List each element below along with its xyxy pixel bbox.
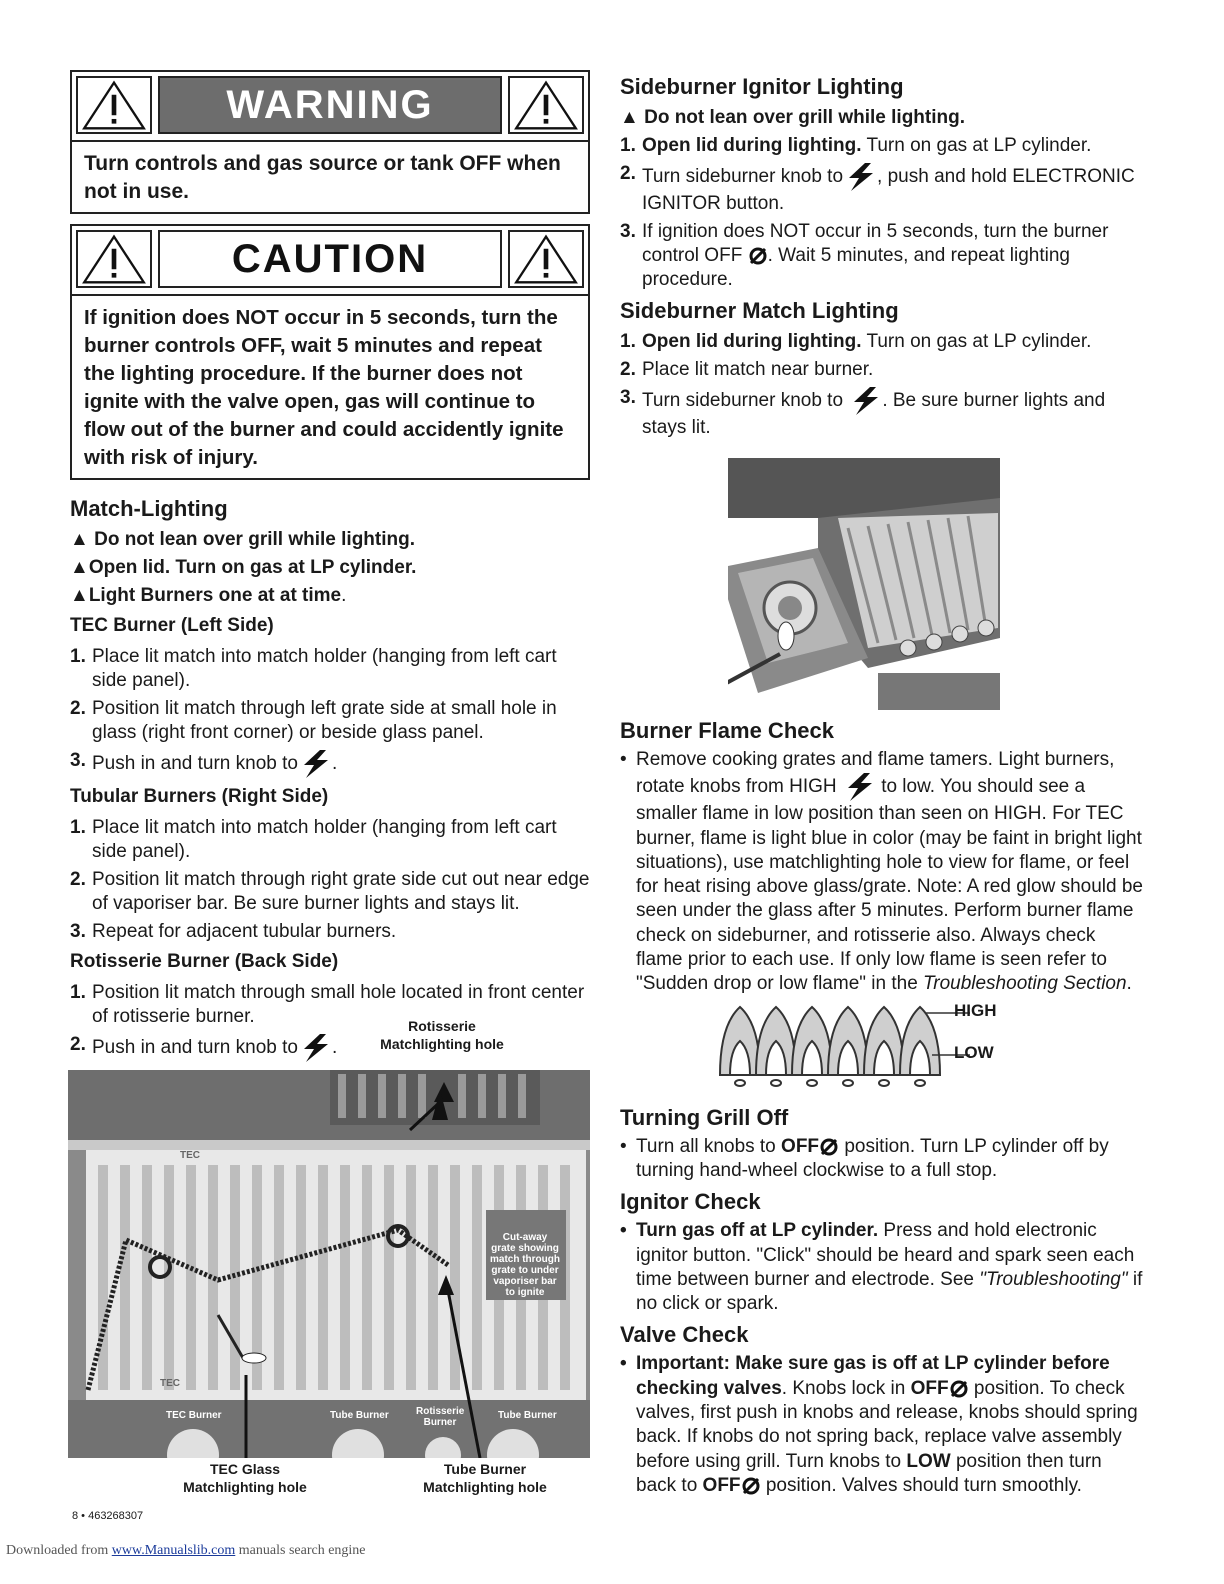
flame-check-title: Burner Flame Check bbox=[620, 718, 834, 743]
caution-text: If ignition does NOT occur in 5 seconds, turn the burner controls OFF, wait 5 minutes and repeat the lighting procedure. If the burner does not ignite with the valve open, gas will continue to flow out of the burner and could accidently ignite with risk of injury. bbox=[84, 306, 564, 469]
match-warning: ▲Light Burners one at at time. bbox=[70, 585, 347, 606]
caution-banner bbox=[72, 226, 588, 296]
off-icon bbox=[819, 1137, 839, 1157]
knob-label: Tube Burner bbox=[498, 1410, 557, 1421]
hazard-triangle-icon bbox=[76, 76, 152, 134]
list-item: 3. If ignition does NOT occur in 5 seconds, turn the burner control OFF . Wait 5 minutes, and repeat lighting procedure. bbox=[620, 221, 1109, 290]
list-item: 2. Position lit match through right grate side cut out near edge of vaporiser bar. Be sure burner lights and stays lit. bbox=[70, 869, 590, 914]
list-item: • Remove cooking grates and flame tamers. Light burners, rotate knobs from HIGH to low. You should see a smaller flame in low position than seen on HIGH. For TEC burner, flame is light blue in color (may be faint in bright light situations), use matchlighting hole to view for flame, or feel for heat rising above glass/grate. Note: A red glow should be seen under the glass after 5 minutes. Perform burner flame check on sideburner, and rotisserie also. Always check flame prior to each use. If only low flame is seen refer to "Sudden drop or low flame" in the Troubleshooting Section. bbox=[620, 749, 1143, 995]
flame-cones-svg bbox=[710, 1005, 970, 1109]
knob-label: Rotisserie Burner bbox=[416, 1406, 465, 1428]
triangle-icon: ▲ bbox=[70, 557, 89, 578]
hazard-triangle-icon bbox=[76, 230, 152, 288]
high-flame-icon bbox=[842, 772, 876, 802]
warning-box bbox=[70, 70, 590, 214]
hazard-triangle-icon bbox=[508, 230, 584, 288]
turning-off-title: Turning Grill Off bbox=[620, 1104, 789, 1130]
list-item: 2. Turn sideburner knob to , push and hold ELECTRONIC IGNITOR button. bbox=[620, 163, 1135, 214]
off-icon bbox=[949, 1379, 969, 1399]
triangle-icon: ▲ bbox=[620, 107, 645, 128]
list-item: 1. Position lit match through small hole located in front center of rotisserie burner. bbox=[70, 982, 585, 1027]
list-item: 3. Push in and turn knob to . bbox=[70, 749, 590, 779]
tubular-burners-title: Tubular Burners (Right Side) bbox=[70, 786, 329, 807]
list-item: 2. Push in and turn knob to . bbox=[70, 1033, 590, 1063]
list-item: 1. Place lit match into match holder (hanging from left cart side panel). bbox=[70, 646, 557, 691]
manualslib-link[interactable]: www.Manualslib.com bbox=[111, 1543, 236, 1558]
sideburner-match-title: Sideburner Match Lighting bbox=[620, 298, 899, 323]
high-flame-icon bbox=[298, 749, 332, 779]
warning-banner bbox=[72, 72, 588, 142]
low-label: LOW bbox=[954, 1042, 994, 1062]
high-flame-icon bbox=[848, 386, 882, 416]
match-warning: ▲Open lid. Turn on gas at LP cylinder. bbox=[70, 557, 417, 578]
ignitor-check-title: Ignitor Check bbox=[620, 1189, 761, 1215]
sideburner-illustration bbox=[668, 458, 1000, 710]
match-warning: ▲ Do not lean over grill while lighting. bbox=[70, 529, 415, 550]
caution-title: CAUTION bbox=[158, 230, 502, 288]
rotisserie-burner-title: Rotisserie Burner (Back Side) bbox=[70, 951, 339, 972]
list-item: 1. Open lid during lighting. Turn on gas at LP cylinder. bbox=[620, 331, 1092, 352]
triangle-icon: ▲ bbox=[70, 529, 95, 550]
cutaway-label: Cut-away grate showing match through grate to under vaporiser bar to ignite bbox=[490, 1232, 560, 1298]
warning-title: WARNING bbox=[158, 76, 502, 134]
valve-check-title: Valve Check bbox=[620, 1322, 749, 1348]
list-item: 2. Place lit match near burner. bbox=[620, 359, 874, 380]
list-item: 1. Open lid during lighting. Turn on gas at LP cylinder. bbox=[620, 135, 1092, 156]
triangle-icon: ▲ bbox=[70, 585, 89, 606]
list-item: • Important: Make sure gas is off at LP cylinder before checking valves. Knobs lock in OFF position. To check valves, first push in knobs and release, knobs should spring back. If knobs do not spring back, replace valve assembly before using grill. Turn knobs to LOW position then turn back to OFF position. Valves should turn smoothly. bbox=[620, 1353, 1138, 1496]
high-flame-icon bbox=[298, 1033, 332, 1063]
knob-label: TEC Burner bbox=[166, 1410, 222, 1421]
right-column-lower bbox=[620, 716, 1145, 1500]
tec-burner-title: TEC Burner (Left Side) bbox=[70, 615, 274, 636]
tec-mark: TEC bbox=[160, 1378, 180, 1389]
list-item: 3. Turn sideburner knob to . Be sure burner lights and stays lit. bbox=[620, 387, 1106, 438]
caution-box bbox=[70, 224, 590, 480]
list-item: • Turn all knobs to OFF position. Turn LP cylinder off by turning hand-wheel clockwise to a full stop. bbox=[620, 1135, 1109, 1181]
left-column bbox=[70, 70, 590, 1066]
hazard-triangle-icon bbox=[508, 76, 584, 134]
sideburner-warning: ▲ Do not lean over grill while lighting. bbox=[620, 107, 965, 128]
page-number: 8 • 463268307 bbox=[72, 1510, 144, 1522]
tube-burner-hole-label: Tube Burner Matchlighting hole bbox=[423, 1461, 547, 1495]
sideburner-ignitor-title: Sideburner Ignitor Lighting bbox=[620, 74, 904, 99]
off-icon bbox=[741, 1476, 761, 1496]
tec-glass-hole-label: TEC Glass Matchlighting hole bbox=[183, 1461, 307, 1495]
list-item: 2. Position lit match through left grate side at small hole in glass (right front corner) or beside glass panel. bbox=[70, 698, 557, 743]
list-item: • Turn gas off at LP cylinder. Press and hold electronic ignitor button. "Click" should be heard and spark seen each time between burner and electrode. See "Troubleshooting" if no click or spark. bbox=[620, 1220, 1143, 1315]
warning-text: Turn controls and gas source or tank OFF when not in use. bbox=[84, 152, 561, 203]
tec-mark: TEC bbox=[180, 1150, 200, 1161]
high-flame-icon bbox=[843, 162, 877, 192]
sideburner-svg bbox=[668, 458, 1000, 710]
rotisserie-hole-label: Rotisserie Matchlighting hole bbox=[380, 1018, 504, 1052]
high-label: HIGH bbox=[954, 1000, 997, 1020]
flame-diagram bbox=[620, 999, 1145, 1103]
grill-top-illustration bbox=[68, 1070, 590, 1458]
off-icon bbox=[748, 246, 768, 266]
right-column bbox=[620, 72, 1145, 443]
list-item: 1. Place lit match into match holder (hanging from left cart side panel). bbox=[70, 817, 557, 862]
knob-label: Tube Burner bbox=[330, 1410, 389, 1421]
download-footer: Downloaded from www.Manualslib.com manuals search engine bbox=[6, 1543, 366, 1558]
list-item: 3. Repeat for adjacent tubular burners. bbox=[70, 921, 397, 942]
match-lighting-title: Match-Lighting bbox=[70, 496, 228, 521]
